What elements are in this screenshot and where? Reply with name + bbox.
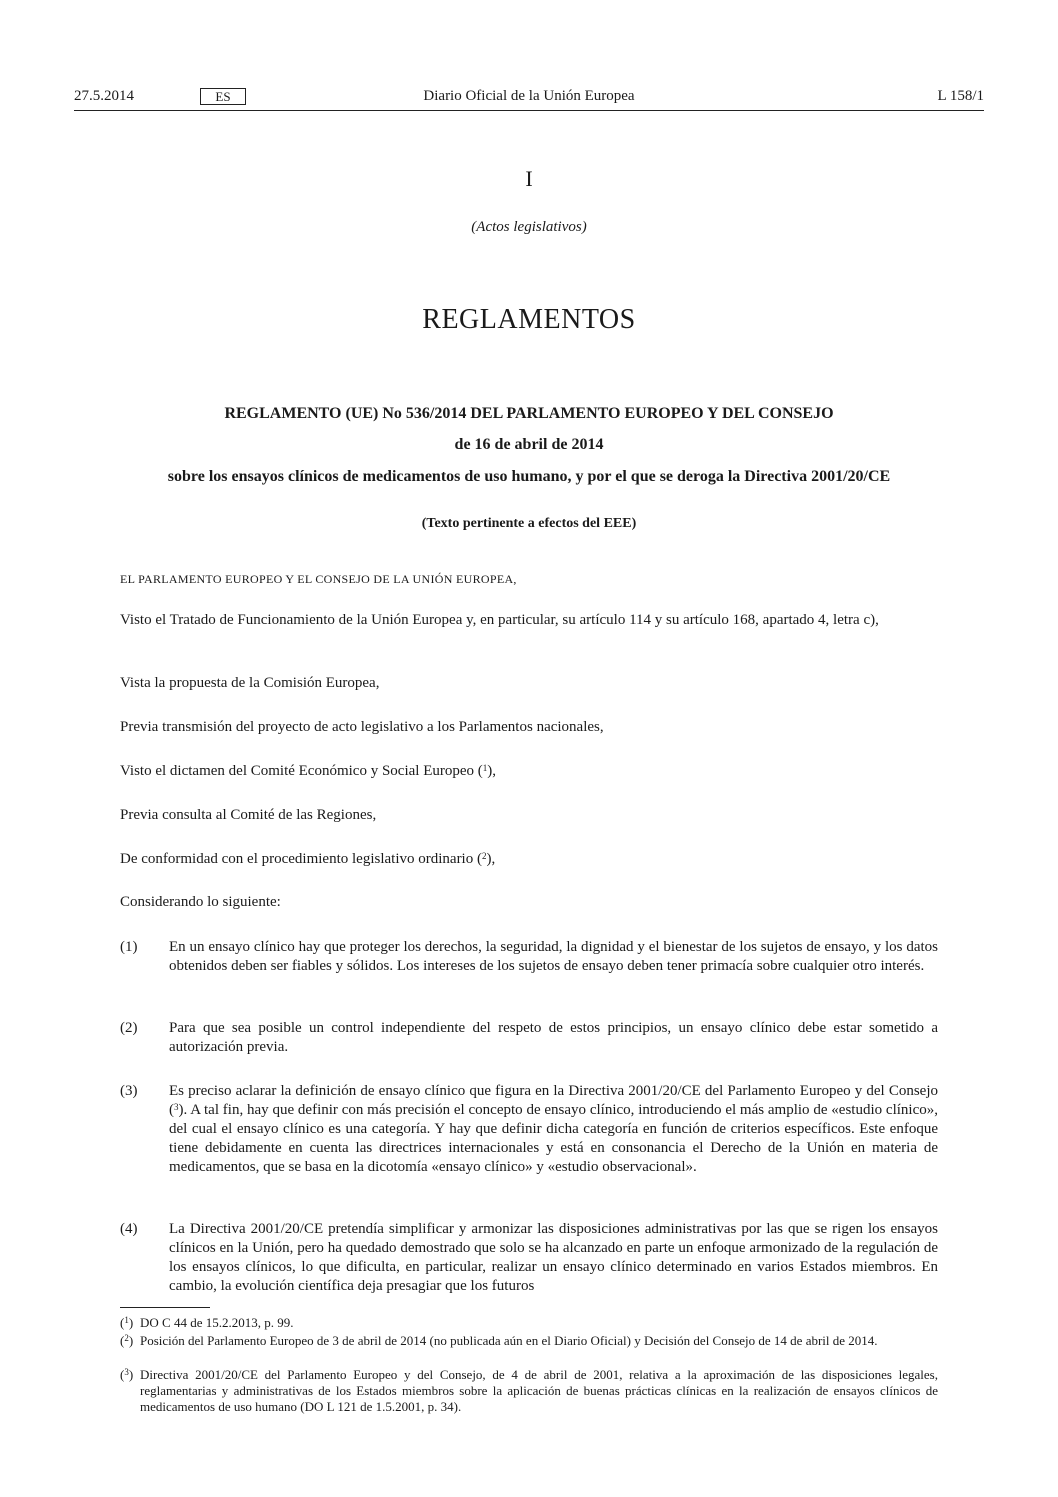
- regulation-date: de 16 de abril de 2014: [454, 436, 604, 453]
- footnote-ref[interactable]: 2: [481, 851, 487, 861]
- regulation-subject: sobre los ensayos clínicos de medicamentos de uso humano, y por el que se deroga la Directiva 2001/20/CE: [167, 468, 891, 485]
- recital-number: (2): [120, 1020, 138, 1036]
- recital-number: (4): [120, 1221, 138, 1237]
- section-title: REGLAMENTOS: [422, 304, 636, 335]
- citation-transmission: Previa transmisión del proyecto de acto legislativo a los Parlamentos nacionales,: [120, 719, 604, 735]
- eee-relevance: (Texto pertinente a efectos del EEE): [421, 516, 637, 531]
- regulation-title: REGLAMENTO (UE) No 536/2014 DEL PARLAMENTO EUROPEO Y DEL CONSEJO: [224, 405, 834, 422]
- citation-procedure: De conformidad con el procedimiento legislativo ordinario ($^2$),: [120, 851, 496, 867]
- recital-text: En un ensayo clínico hay que proteger los derechos, la seguridad, la dignidad y el bienestar de los sujetos de ensayo, y los datos obtenidos deben ser fiables y sólidos. Los intereses de los sujetos de ensayo deben tener primacía sobre cualquier otro interés.: [169, 939, 938, 974]
- recital-text: La Directiva 2001/20/CE pretendía simplificar y armonizar las disposiciones administrativas por las que se rigen los ensayos clínicos en la Unión, pero ha quedado demostrado que solo se ha alcanzado en parte un enfoque armonizado de la regulación de los ensayos clínicos, lo que dificulta, en particular, realizar un ensayo clínico determinado en varios Estados miembros. En cambio, la evolución científica deja presagiar que los futuros: [169, 1221, 938, 1294]
- footnote-ref[interactable]: 1: [482, 763, 488, 773]
- footnote-divider: [120, 1307, 210, 1308]
- part-number: I: [525, 166, 533, 191]
- recital-number: (3): [120, 1083, 138, 1099]
- footnote-number: ($^3$): [120, 1367, 134, 1382]
- publication-date: 27.5.2014: [74, 88, 134, 104]
- whereas-intro: Considerando lo siguiente:: [120, 894, 281, 910]
- part-label: (Actos legislativos): [471, 219, 587, 235]
- footnote-text: Posición del Parlamento Europeo de 3 de abril de 2014 (no publicada aún en el Diario Oficial) y Decisión del Consejo de 14 de abril de 2014.: [140, 1333, 878, 1348]
- footnote-text: DO C 44 de 15.2.2013, p. 99.: [140, 1315, 294, 1330]
- footnote-number: ($^1$): [120, 1315, 134, 1330]
- footnote-text: Directiva 2001/20/CE del Parlamento Europeo y del Consejo, de 4 de abril de 2001, relativa a la aproximación de las disposiciones legales, reglamentarias y administrativas de los Estados miembros sobre la aplicación de buenas prácticas clínicas en la realización de ensayos clínicos de medicamentos de uso humano (DO L 121 de 1.5.2001, p. 34).: [140, 1367, 938, 1414]
- page-number: L 158/1: [937, 88, 984, 104]
- recital-number: (1): [120, 939, 138, 955]
- recital-text: Para que sea posible un control independiente del respeto de estos principios, un ensayo clínico debe estar sometido a autorización previa.: [169, 1020, 938, 1055]
- citation-treaty: Visto el Tratado de Funcionamiento de la Unión Europea y, en particular, su artículo 114 y su artículo 168, apartado 4, letra c),: [120, 612, 879, 628]
- footnote-number: ($^2$): [120, 1333, 134, 1348]
- preamble-intro: EL PARLAMENTO EUROPEO Y EL CONSEJO DE LA UNIÓN EUROPEA,: [120, 572, 517, 586]
- footnote-ref[interactable]: 3: [174, 1102, 179, 1112]
- recital-text: Es preciso aclarar la definición de ensayo clínico que figura en la Directiva 2001/20/CE del Parlamento Europeo y del Consejo ($^3$). A tal fin, hay que definir con más precisión el concepto de ensayo clínico, introduciendo el más amplio de «estudio clínico», del cual el ensayo clínico es una categoría. Y hay que definir dicha categoría en función de criterios específicos. Este enfoque tiene debidamente en cuenta las directrices internacionales y está en consonancia el Derecho de la Unión en materia de medicamentos, que se basa en la dicotomía «ensayo clínico» y «estudio observacional».: [169, 1083, 938, 1175]
- citation-opinion: Visto el dictamen del Comité Económico y Social Europeo ($^1$),: [120, 763, 497, 779]
- page-header: [74, 86, 984, 111]
- language-badge: ES: [200, 88, 246, 105]
- citation-proposal: Vista la propuesta de la Comisión Europea,: [120, 675, 380, 691]
- citation-consultation: Previa consulta al Comité de las Regiones,: [120, 807, 377, 823]
- journal-title: Diario Oficial de la Unión Europea: [423, 88, 635, 104]
